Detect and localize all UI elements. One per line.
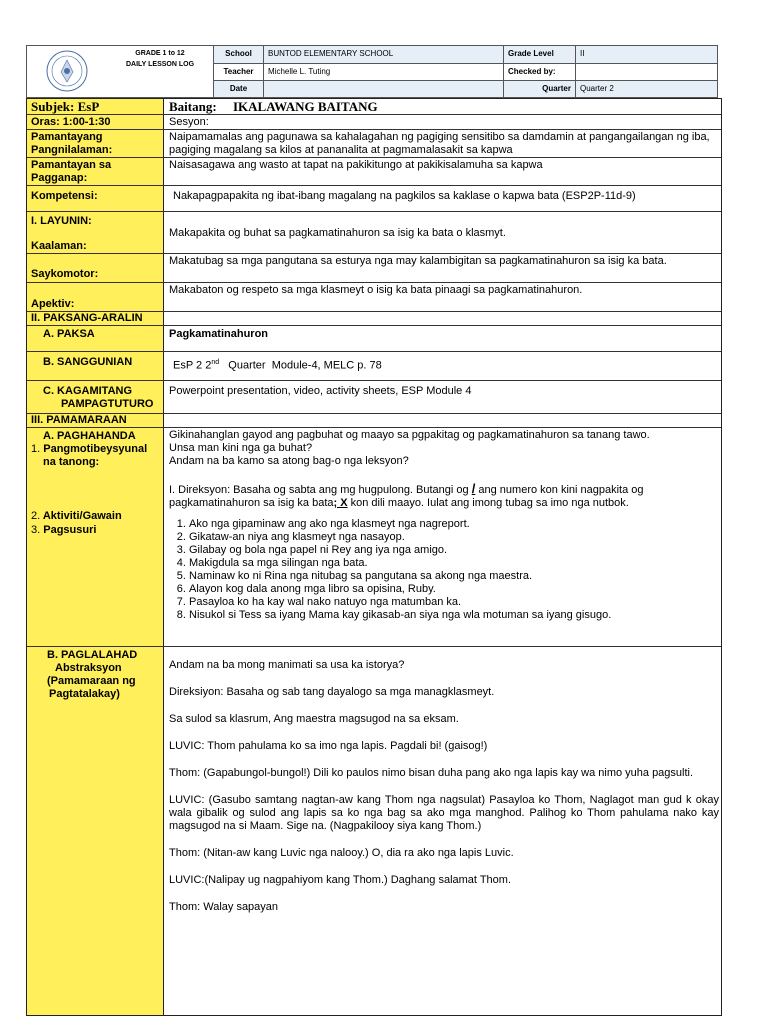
paghahanda-label: A. PAGHAHANDA bbox=[43, 430, 136, 442]
pamantayan-label-line2: Pagganap: bbox=[31, 172, 88, 184]
pamantayan-sa-pagganap-row bbox=[27, 158, 721, 186]
subject-row bbox=[27, 99, 721, 115]
akt-num: 2. bbox=[31, 510, 41, 522]
oras-row bbox=[27, 115, 721, 130]
sanggunian-text bbox=[173, 356, 382, 373]
list-item: 2. Gikataw-an niya ang klasmeyt nga nasayop. bbox=[189, 531, 719, 544]
story-paragraph: Direksiyon: Basaha og sab tang dayalogo sa mga managklasmeyt. bbox=[169, 686, 495, 698]
sanggunian-label: B. SANGGUNIAN bbox=[43, 356, 133, 368]
kaalaman-text: Makapakita og buhat sa pagkamatinahuron sa isig ka bata o klasmyt. bbox=[169, 227, 506, 239]
paksang-aralin-label: II. PAKSANG-ARALIN bbox=[31, 312, 143, 324]
pamantayang-pangnilalaman-text: Naipamamalas ang pagunawa sa kahalagahan ng pagiging sensitibo sa damdamin at pangangailangan ng iba, pagiging magalang sa kilos at pananalita at pagmamalasakit sa kapwa bbox=[169, 131, 710, 156]
list-item: 4. Makigdula sa mga silingan nga bata. bbox=[189, 557, 719, 570]
deped-seal-logo bbox=[27, 46, 107, 97]
kompetensi-text: Nakapagpapakita ng ibat-ibang magalang na pagkilos sa kaklase o kapwa bata (ESP2P-11d-9) bbox=[173, 190, 636, 202]
daily-lesson-log-title bbox=[107, 46, 213, 97]
apektiv-label: Apektiv: bbox=[31, 298, 75, 310]
sanggunian-text-b: Quarter Module-4, MELC p. 78 bbox=[219, 359, 382, 372]
pagsusuri-label bbox=[31, 524, 96, 537]
kagamitang-text: Powerpoint presentation, video, activity sheets, ESP Module 4 bbox=[169, 385, 472, 397]
oras-label: Oras: 1:00-1:30 bbox=[31, 116, 111, 128]
paghahanda-text bbox=[169, 429, 719, 622]
sanggunian-text-a: EsP 2 2 bbox=[173, 359, 212, 372]
story-paragraph: LUVIC: Thom pahulama ko sa imo nga lapis. Pagdali bi! (gaisog!) bbox=[169, 740, 488, 752]
story-paragraph: Andam na ba mong manimati sa usa ka istorya? bbox=[169, 659, 405, 671]
layunin-label: I. LAYUNIN: bbox=[31, 215, 92, 227]
paglalahad-label bbox=[47, 649, 137, 701]
direksyon-text bbox=[169, 482, 719, 510]
kagamitang-label-line2: PAMPAGTUTURO bbox=[61, 398, 154, 410]
paglalahad-line: B. PAGLALAHAD bbox=[47, 649, 138, 661]
kagamitang-label-line1: C. KAGAMITANG bbox=[43, 385, 133, 397]
list-item: 1. Ako nga gipaminaw ang ako nga klasmeyt nga nagreport. bbox=[189, 518, 719, 531]
pamamaraan-ng-line: (Pamamaraan ng bbox=[47, 675, 136, 687]
saykomotor-label: Saykomotor: bbox=[31, 268, 99, 280]
kompetensi-label: Kompetensi: bbox=[31, 190, 98, 202]
paglalahad-row bbox=[27, 647, 721, 1017]
apektiv-text: Makabaton og respeto sa mga klasmeyt o isig ka bata pinaagi sa pagkamatinahuron. bbox=[169, 284, 583, 296]
sanggunian-sup: nd bbox=[211, 359, 220, 366]
pamamaraan-label: III. PAMAMARAAN bbox=[31, 414, 127, 426]
pag-num: 3. bbox=[31, 524, 41, 536]
pamamaraan-row bbox=[27, 414, 721, 428]
log-title-line1: GRADE 1 to 12 bbox=[135, 50, 185, 57]
paghahanda-line2: Unsa man kini nga ga buhat? bbox=[169, 442, 313, 454]
pamantayan-sa-pagganap-text: Naisasagawa ang wasto at tapat na pakikitungo at pakikisalamuha sa kapwa bbox=[169, 159, 543, 171]
pamantayan-sa-pagganap-label bbox=[31, 159, 111, 185]
paksang-aralin-row bbox=[27, 312, 721, 326]
paghahanda-row bbox=[27, 428, 721, 647]
subject-label: Subjek: EsP bbox=[31, 99, 100, 114]
checked-by-label: Checked by: bbox=[503, 63, 575, 80]
baitang-value: IKALAWANG BAITANG bbox=[233, 99, 378, 114]
teacher-value: Michelle L. Tuting bbox=[263, 63, 503, 80]
story-paragraph: Thom: (Nitan-aw kang Luvic nga nalooy.) O, dia ra ako nga lapis Luvic. bbox=[169, 847, 514, 859]
saykomotor-text: Makatubag sa mga pangutana sa esturya nga may kalambigitan sa pagkamatinahuron sa isig ka bata. bbox=[169, 255, 667, 267]
pag-text: Pagsusuri bbox=[43, 524, 97, 536]
kagamitang-label bbox=[43, 385, 153, 411]
story-paragraph: Thom: Walay sapayan bbox=[169, 901, 279, 913]
grade-level-label: Grade Level bbox=[503, 46, 575, 63]
date-label: Date bbox=[213, 80, 263, 97]
direksyon-c: kon dili maayo. Iulat ang imong tubag sa imo nga nutbok. bbox=[347, 497, 629, 509]
lesson-table bbox=[26, 98, 722, 1016]
paksa-row bbox=[27, 326, 721, 352]
pamantayang-pangnilalaman-label bbox=[31, 131, 112, 157]
quarter-value: Quarter 2 bbox=[575, 80, 717, 97]
quarter-label: Quarter bbox=[503, 80, 575, 97]
story-text bbox=[169, 659, 719, 928]
kaalaman-label: Kaalaman: bbox=[31, 240, 87, 252]
story-paragraph: LUVIC: (Gasubo samtang nagtan-aw kang Thom nga nagsulat) Pasayloa ko Thom, Naglagot man gud k okay wala gibalik og sulod ang lapis sa ko nga bag sa ako mga manghod. Palihog ko Thom pahulama nako kay magsugod na si Maam. Sige na. (Nagpakilooy siya kang Thom.) bbox=[169, 794, 719, 832]
akt-text: Aktiviti/Gawain bbox=[42, 510, 122, 522]
pagtatalakay-line: Pagtatalakay) bbox=[49, 688, 120, 700]
apektiv-row bbox=[27, 283, 721, 312]
statement-list bbox=[169, 518, 719, 622]
saykomotor-row bbox=[27, 254, 721, 283]
pamantayang-label-line1: Pamantayang bbox=[31, 131, 103, 143]
paghahanda-line3: Andam na ba kamo sa atong bag-o nga leksyon? bbox=[169, 455, 409, 467]
header-table bbox=[26, 45, 718, 98]
story-paragraph: LUVIC:(Nalipay ug nagpahiyom kang Thom.) Daghang salamat Thom. bbox=[169, 874, 511, 886]
kompetensi-row bbox=[27, 186, 721, 212]
list-item: 7. Pasayloa ko ha kay wal nako natuyo nga matumban ka. bbox=[189, 596, 719, 609]
checked-by-value bbox=[575, 63, 717, 80]
pangmotibeysyunal-label bbox=[31, 443, 147, 469]
sesyon-label: Sesyon: bbox=[169, 116, 209, 128]
grade-level-value: II bbox=[575, 46, 717, 63]
date-value bbox=[263, 80, 503, 97]
school-label: School bbox=[213, 46, 263, 63]
direksyon-x: ; X bbox=[333, 497, 348, 509]
story-paragraph: Thom: (Gapabungol-bungol!) Dili ko paulos nimo bisan duha pang ako nga lapis kay wa nimo yuha pagsulti. bbox=[169, 767, 694, 779]
paksa-label: A. PAKSA bbox=[43, 328, 95, 340]
direksyon-mark: / bbox=[471, 481, 476, 496]
list-item: 5. Naminaw ko ni Rina nga nitubag sa pangutana sa akong nga maestra. bbox=[189, 570, 719, 583]
list-item: 6. Alayon kog dala anong mga libro sa opisina, Ruby. bbox=[189, 583, 719, 596]
paksa-text: Pagkamatinahuron bbox=[169, 328, 269, 340]
kaalaman-row bbox=[27, 212, 721, 254]
abstraksyon-line: Abstraksyon bbox=[55, 662, 122, 674]
pamantayang-pangnilalaman-row bbox=[27, 130, 721, 158]
pamantayan-label-line1: Pamantayan sa bbox=[31, 159, 112, 171]
pang-line2: na tanong: bbox=[43, 456, 100, 468]
pang-num: 1. bbox=[31, 443, 41, 455]
kagamitang-row bbox=[27, 381, 721, 414]
aktiviti-gawain-label bbox=[31, 510, 122, 523]
list-item: 3. Gilabay og bola nga papel ni Rey ang iya nga amigo. bbox=[189, 544, 719, 557]
log-title-line2: DAILY LESSON LOG bbox=[125, 61, 195, 68]
pamantayang-label-line2: Pangnilalaman: bbox=[31, 144, 113, 156]
school-value: BUNTOD ELEMENTARY SCHOOL bbox=[263, 46, 503, 63]
teacher-label: Teacher bbox=[213, 63, 263, 80]
story-paragraph: Sa sulod sa klasrum, Ang maestra magsugod na sa eksam. bbox=[169, 713, 459, 725]
paghahanda-line1: Gikinahanglan gayod ang pagbuhat og maayo sa pgpakitag og pagkamatinahuron sa tanang tawo. bbox=[169, 429, 650, 441]
sanggunian-row bbox=[27, 352, 721, 381]
list-item: 8. Nisukol si Tess sa iyang Mama kay gikasab-an siya nga wla motuman sa iyang gisugo. bbox=[189, 609, 719, 622]
pang-line1: Pangmotibeysyunal bbox=[43, 443, 148, 455]
direksyon-b: ang numero kon kini nagpakita og pagkamatinahuron sa isig ka bata bbox=[169, 484, 644, 509]
baitang-label: Baitang: bbox=[169, 99, 217, 114]
direksyon-a: I. Direksyon: Basaha og sabta ang mg hugpulong. Butangi og bbox=[169, 484, 472, 496]
